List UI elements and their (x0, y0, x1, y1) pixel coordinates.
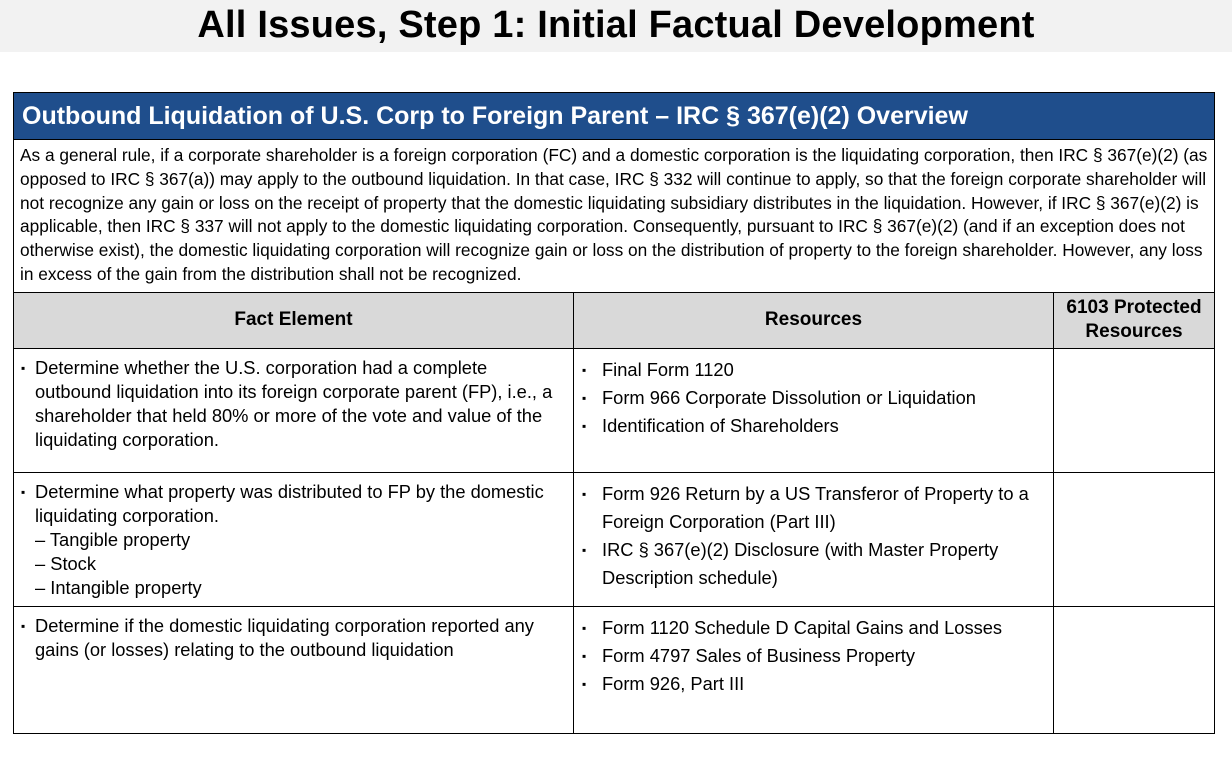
square-bullet-icon: ▪ (582, 418, 587, 433)
fact-cell (14, 472, 574, 606)
square-bullet-icon: ▪ (21, 360, 26, 375)
resource-item (582, 670, 1045, 698)
section-header: Outbound Liquidation of U.S. Corp to Foreign Parent – IRC § 367(e)(2) Overview (14, 93, 1215, 140)
resource-text: IRC § 367(e)(2) Disclosure (with Master Property Description schedule) (602, 538, 999, 588)
fact-bullet (21, 356, 565, 452)
protected-resources-cell (1054, 348, 1215, 472)
protected-resources-cell (1054, 472, 1215, 606)
resource-item (582, 412, 1045, 440)
resource-text: Identification of Shareholders (602, 414, 839, 436)
fact-text: Determine if the domestic liquidating corporation reported any gains (or losses) relating to the outbound liquidation (35, 614, 534, 660)
resources-cell (574, 348, 1054, 472)
resource-item (582, 480, 1045, 536)
fact-sub-item: – Stock (35, 552, 96, 574)
fact-text: Determine what property was distributed to FP by the domestic liquidating corporation. (35, 480, 544, 526)
resource-text: Form 926, Part III (602, 672, 745, 694)
fact-text: Determine whether the U.S. corporation had a complete outbound liquidation into its foreign corporate parent (FP), i.e., a shareholder that held 80% or more of the vote and value of the liquidating corporation. (35, 356, 553, 450)
fact-bullet (21, 614, 565, 662)
square-bullet-icon: ▪ (582, 390, 587, 405)
resource-text: Final Form 1120 (602, 358, 734, 380)
resources-list (582, 356, 1045, 440)
resource-item (582, 384, 1045, 412)
intro-paragraph: As a general rule, if a corporate shareholder is a foreign corporation (FC) and a domestic corporation is the liquidating corporation, then IRC § 367(e)(2) (as opposed to IRC § 367(a)) may apply to the outbound liquidation. In that case, IRC § 332 will continue to apply, so that the foreign corporate shareholder will not recognize any gain or loss on the receipt of property that the domestic liquidating subsidiary distributes in the liquidation. However, if IRC § 367(e)(2) is applicable, then IRC § 337 will not apply to the domestic liquidating corporation. Consequently, pursuant to IRC § 367(e)(2) (and if an exception does not otherwise exist), the domestic liquidating corporation will recognize gain or loss on the distribution of property to the foreign shareholder. However, any loss in excess of the gain from the distribution shall not be recognized. (14, 140, 1215, 293)
table-row (14, 348, 1215, 472)
column-header-protected-line2: Resources (1085, 321, 1183, 343)
square-bullet-icon: ▪ (582, 362, 587, 377)
fact-development-table (13, 92, 1215, 734)
square-bullet-icon: ▪ (21, 484, 26, 499)
square-bullet-icon: ▪ (21, 618, 26, 633)
fact-cell (14, 606, 574, 733)
square-bullet-icon: ▪ (582, 486, 587, 501)
column-header-protected-resources (1054, 292, 1215, 348)
resource-item (582, 536, 1045, 592)
column-header-protected-line1: 6103 Protected (1066, 297, 1202, 319)
fact-bullet (21, 480, 565, 528)
protected-resources-cell (1054, 606, 1215, 733)
resources-list (582, 480, 1045, 592)
resources-list (582, 614, 1045, 698)
square-bullet-icon: ▪ (582, 542, 587, 557)
resource-item (582, 614, 1045, 642)
table-row (14, 472, 1215, 606)
resource-text: Form 966 Corporate Dissolution or Liquidation (602, 386, 976, 408)
fact-cell (14, 348, 574, 472)
page-title: All Issues, Step 1: Initial Factual Development (197, 4, 1035, 46)
resource-text: Form 1120 Schedule D Capital Gains and Losses (602, 616, 1003, 638)
resource-item (582, 356, 1045, 384)
table-row (14, 606, 1215, 733)
resources-cell (574, 472, 1054, 606)
square-bullet-icon: ▪ (582, 676, 587, 691)
resource-text: Form 926 Return by a US Transferor of Property to a Foreign Corporation (Part III) (602, 482, 1029, 532)
square-bullet-icon: ▪ (582, 648, 587, 663)
column-header-resources: Resources (574, 292, 1054, 348)
column-header-fact-element: Fact Element (14, 292, 574, 348)
resource-item (582, 642, 1045, 670)
resource-text: Form 4797 Sales of Business Property (602, 644, 915, 666)
fact-sub-item: – Tangible property (35, 528, 191, 550)
resources-cell (574, 606, 1054, 733)
fact-sub-item: – Intangible property (35, 576, 202, 598)
square-bullet-icon: ▪ (582, 620, 587, 635)
